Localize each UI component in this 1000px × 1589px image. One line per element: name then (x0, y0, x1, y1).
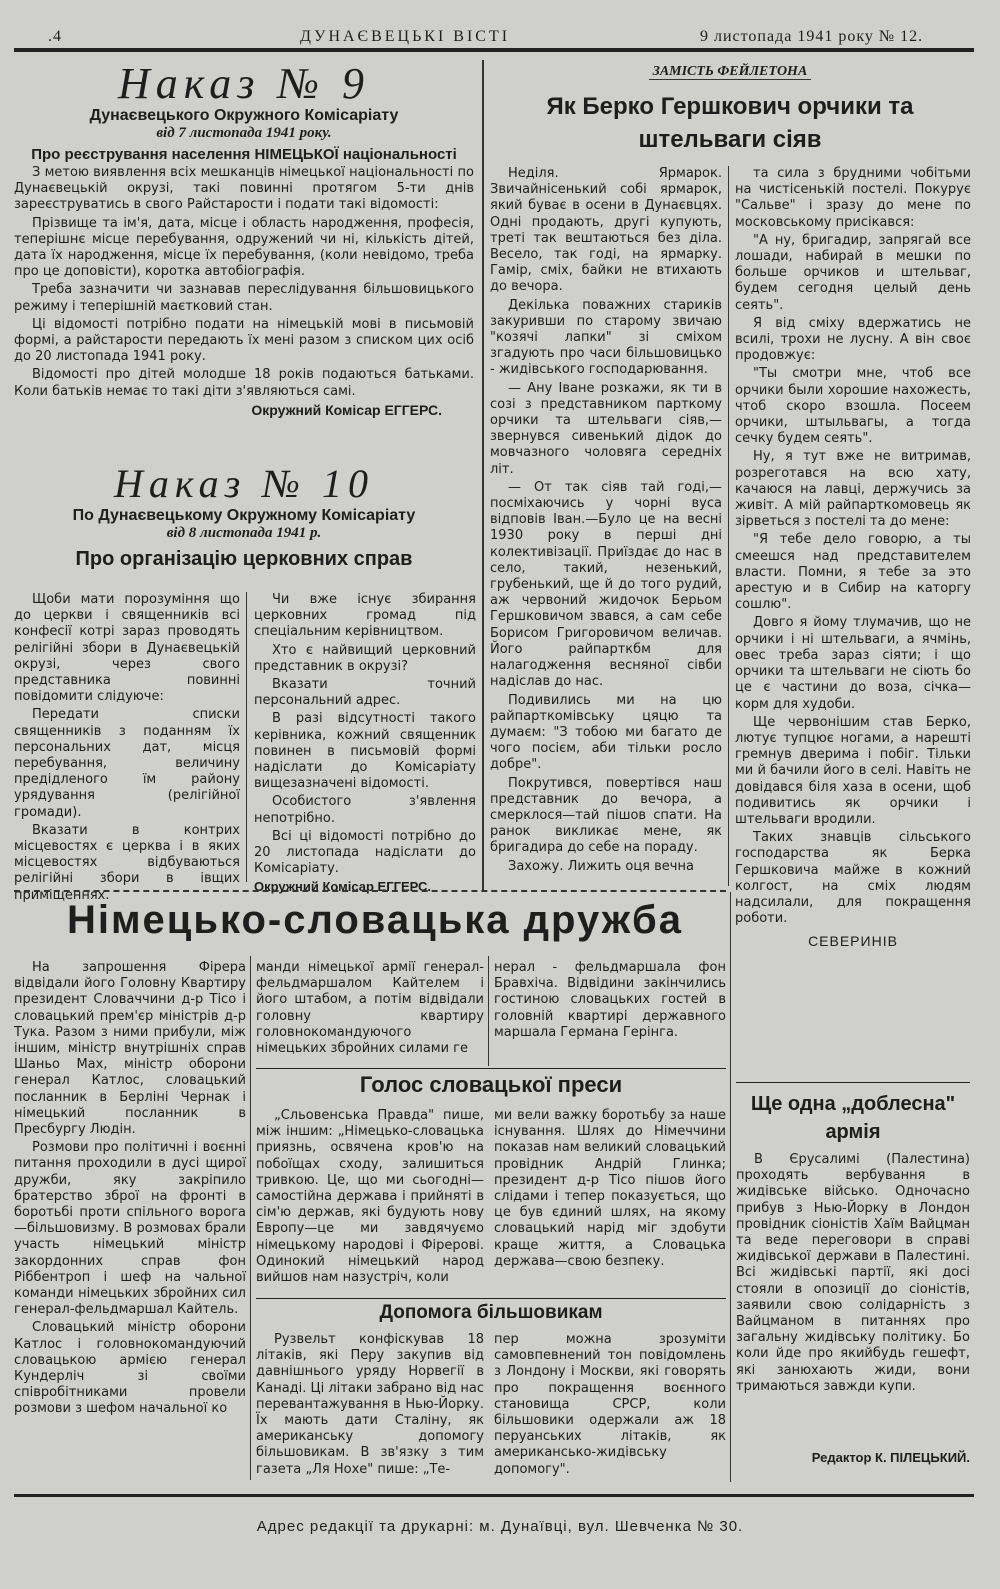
order-10-right-paragraph: Чи вже існує збирання церковних громад під спеціальним керівництвом. (254, 592, 476, 640)
editor: Редактор К. ПІЛЕЦЬКИЙ. (811, 1450, 970, 1465)
order-9-paragraph: Прізвище та ім'я, дата, місце і область народження, професія, теперішнє місце перебування, одружений чи ні, кількість дітей, дата їх народження, місце їх перебування, (коли невідомо, треба про це доповісти), коротка автобіографія. (14, 215, 474, 280)
right-column-divider (730, 892, 731, 1482)
order-10-title: Наказ № 10 (114, 461, 374, 506)
order-9-paragraph: Відомості про дітей молодше 18 років подаються батьками. Коли батьків немає то такі діти з'являються самі. (14, 367, 474, 399)
order-10-left-paragraph: Вказати в контрих місцевостях є церква і в яких місцевостях відбуваються релігійні збори в івщих приміщеннях. (14, 822, 240, 903)
feuilleton-col-2-paragraph: Ну, я тут вже не витримав, розреготався на всю хату, качаюся на лавці, держучись за живіт. А мій райпарткомовець як зірветься з постелі та до мене: (735, 449, 971, 530)
order-9-paragraph: Треба зазначити чи зазнавав переслідування більшовицького режиму і теперішній маєтковий стан. (14, 282, 474, 314)
friendship-col-1-paragraph: Розмови про політичні і воєнні питання проходили в дусі щирої дружби, яку закріпило братерство зброї на фронті в боротьбі проти спільного ворога—більшовизму. В розмовах брали участь німецький міністр закордонних справ фон Ріббентроп і шеф на чальної команди німецьких збройних сил генерал-фельдмаршал Кайтель. (14, 1140, 246, 1318)
help-right (494, 1332, 726, 1478)
friendship-col-1-paragraph: На запрошення Фірера відвідали його Головну Квартиру президент Словаччини д-р Тісо і словацький прем'єр міністрів д-р Тука. Разом з ними прибули, між іншим, міністр внутрішніх справ Шаньо Мах, міністр оборони генерал Катлос, словацький посланник в Берліні Чернак і німецький посланник в Пресбургу Людін. (14, 960, 246, 1138)
order-9 (14, 58, 474, 418)
order-10-right-paragraph: Хто є найвищий церковний представник в окрузі? (254, 642, 476, 674)
feuilleton-col-1-paragraph: Покрутився, повертівся наш представник до вечора, а смерклося—тай пішов спати. На ранок викликає мене, як бригадира до себе на пораду. (490, 775, 722, 856)
friendship-divider-2 (488, 956, 489, 1066)
order-9-heading: Про реєстрування населення НІМЕЦЬКОЇ національності (31, 146, 457, 163)
footer-rule (14, 1494, 974, 1497)
feuilleton-label: ЗАМІСТЬ ФЕЙЛЕТОНА (649, 64, 812, 80)
feuilleton-col-2-paragraph: "Я тебе дело говорю, а ты смеешся над представителем власти. Помни, я тебе за это арестую и в Сибир на каторгу сошлю". (735, 532, 971, 613)
friendship-divider-1 (250, 956, 251, 1480)
order-9-paragraph: Ці відомості потрібно подати на німецькій мові в письмовій формі, а райстарости передають їх мені разом з списком цих осіб до 20 листопада 1941 року. (14, 316, 474, 365)
press-left (256, 1108, 484, 1286)
feuilleton-col-2-paragraph: Ще червонішим став Берко, лютує тупцює ногами, а нарешті гремнув дверима і побіг. Тільки ми й бачили його в селі. Навіть не довідався біля хаза в осени, щоб подивитись як орчики і штельваги вродили. (735, 714, 971, 827)
help-left-text: Рузвельт конфіскував 18 літаків, які Перу закупив від давнішнього уряду Норвегії в Канаді. Ці літаки забрано від нас перевантажування в Нью-Йорку. Їх мають дати Сталіну, як американську допомогу більшовикам. В зв'язку з тим газета „Ля Нохе" пише: „Те- (256, 1332, 484, 1477)
friendship-col-2-text: манди німецької армії генерал-фельдмаршалом Кайтелем і його штабом, а потім відвідали головну квартиру головнокомандуючого німецьких збройних силами ге (256, 960, 484, 1057)
help-left (256, 1332, 484, 1478)
army-heading: Ще одна „доблесна" армія (750, 1093, 956, 1143)
press-right-text: ми вели важку боротьбу за наше існування. Шлях до Німеччини показав нам великий словацький провідник Андрій Глинка; президент д-р Тісо пішов його слідами і тепер показується, що це був єдиний шлях, на якому словацький нарід міг здобути краще життя, а Словацька держава—свою безпеку. (494, 1108, 726, 1269)
order-9-title: Наказ № 9 (118, 59, 370, 108)
order-10-signature: Окружний Комісар ЕГГЕРС. (254, 879, 431, 895)
help-heading: Допомога більшовикам (379, 1302, 603, 1323)
order-9-signature: Окружний Комісар ЕГГЕРС. (251, 401, 442, 418)
friendship-col-1 (14, 960, 246, 1418)
feuilleton-col-2-paragraph: та сила з брудними чобітьми на чистісенькій постелі. Покурує "Сальве" і зразу до мене по московському присікався: (735, 166, 971, 230)
feuilleton-col-2-paragraph: Таких знавців сільського господарства як Берка Гершковича майже в кожний колгост, на сміх людям надсилали, для покращення роботи. (735, 830, 971, 927)
paper-name: ДУНАЄВЕЦЬКІ ВІСТІ (300, 28, 511, 45)
order-10-date: від 8 листопада 1941 р. (166, 525, 322, 541)
header-rule (14, 48, 974, 52)
order-10-right-paragraph: В разі відсутності такого керівника, кожний священник повинен в письмовій формі надіслати до Комісаріату вищезазначені відомості. (254, 711, 476, 792)
order-10-right-paragraph: Особистого з'явлення непотрібно. (254, 794, 476, 826)
order-10 (14, 460, 474, 571)
friendship-col-1-paragraph: Словацький міністр оборони Катлос і головнокомандуючий словацькою армією генерал Кундерліч зі своїми співробітниками провели розмови з шефом начальної ко (14, 1320, 246, 1417)
friendship-col-3 (494, 960, 726, 1041)
press-rule (256, 1068, 726, 1069)
press-heading: Голос словацької преси (359, 1072, 623, 1097)
feuilleton-col-2 (735, 166, 971, 949)
friendship-col-2 (256, 960, 484, 1057)
feuilleton-col-2-paragraph: "Ты смотри мне, чтоб все орчики были хорошие нахожесть, чтоб скоро взошла. Посеем орчики, штыльвагы, а тогда сечку будем сеять". (735, 366, 971, 447)
order-10-left-paragraph: Щоби мати порозуміння що до церкви і священників всі конфесії котрі зараз проводять релігійні збори в Дунаєвецькій окрузі, через свого представника повинні повідомити слідуюче: (14, 592, 240, 705)
order-10-divider (246, 592, 247, 882)
feuilleton-col-1-paragraph: — Ану Іване розкажи, як ти в созі з представником парткому орчики та штельваги сіяв,—звернувся сивенький дідок до мовчазного чоловяга середніх літ. (490, 380, 722, 477)
order-10-heading: Про організацію церковних справ (75, 548, 413, 570)
order-10-right-paragraph: Вказати точний персональний адрес. (254, 677, 476, 709)
order-10-right-paragraph: Всі ці відомості потрібно до 20 листопада надіслати до Комісаріату. (254, 828, 476, 877)
feuilleton-col-1-paragraph: Захожу. Лижить оця вечна (508, 858, 694, 874)
page-number: .4 (48, 28, 62, 45)
feuilleton-col-1-paragraph: Неділя. Ярмарок. Звичайнісенький собі ярмарок, який буває в осени в Дунаєвцях. Одні продають, другі купують, треті так вештаються без діла. Весело, так годі, на ярмарку. Гамір, сміх, байки не втихають до вечора. (490, 166, 722, 295)
footer-address: Адрес редакції та друкарні: м. Дунаївці, вул. Шевченка № 30. (256, 1518, 744, 1535)
press-left-text: „Сльовенська Правда" пише, між іншим: „Німецько-словацька приязнь, освячена кров'ю на побоїщах сходу, залишиться тривкою. Це, що ми сьогодні—самостійна держава і прийняті в сім'ю держав, які будують нову Европу—це ми завдячуємо німецькому народові і Фірерові. Одинокий німецький народ вийшов нам назустріч, коли (256, 1108, 484, 1286)
order-9-date: від 7 листопада 1941 року. (156, 125, 332, 141)
feuilleton-divider (728, 166, 729, 886)
order-10-right (254, 592, 476, 894)
feuilleton-col-1-paragraph: Декілька поважних стариків закуривши по старому звичаю "козячі лапки" зі сміхом згадують про часи більшовицько - жидівського господарювання. (490, 297, 722, 378)
feuilleton-col-1-paragraph: — От так сіяв тай годі,— посміхаючись у чорні вуса відповів Іван.—Було це на весні 1930 року в перші дні колективізації. Приїздає до нас в село, такий, незенький, грубенький, ще й до того рудий, аж червоний жидочок Берьом Гершковичом звався, а сам себе Борисом Григоровичом величав. Його райпарткбм для налагодження весняної сівби надіслав до нас. (490, 479, 722, 690)
order-9-paragraph: З метою виявлення всіх мешканців німецької національності по Дунаєвецькій окрузі, такі повинні протягом 5-ти днів зареєструватись в свого Райстарости і подати такі відомості: (14, 165, 474, 213)
order-9-subtitle: Дунаєвецького Окружного Комісаріату (89, 107, 399, 124)
feuilleton-title: Як Берко Гершкович орчики та штельваги сіяв (546, 93, 914, 153)
feuilleton-col-2-paragraph: "А ну, бригадир, запрягай все лошади, набирай в мешки по больше орчиков и штельваг, будем сегодня целый день сеять". (735, 232, 971, 313)
press-right (494, 1108, 726, 1270)
order-9-body (14, 165, 474, 400)
section-separator (14, 890, 726, 892)
friendship-title: Німецько-словацька дружба (66, 898, 684, 942)
issue-date: 9 листопада 1941 року № 12. (700, 28, 924, 45)
feuilleton (490, 62, 970, 156)
feuilleton-author: СЕВЕРИНІВ (808, 933, 898, 950)
army-rule (736, 1082, 970, 1083)
order-10-left-paragraph: Передати списки священників з поданням їх персональних дат, місця перебування, величину предідленого їм району урядування (релігійної громади). (14, 707, 240, 820)
feuilleton-col-1-paragraph: Подивились ми на цю райпарткомівську цяцю та думаєм: "З тобою ми багато де чого посієм, аби тільки росло добре". (490, 692, 722, 773)
army-text: В Єрусалимі (Палестина) проходять вербування в жидівське військо. Одночасно прибув з Нью-Йорку в Лондон провідник сіоністів Хаїм Вайцман та веде переговори в справі жидівської держави в Палестині. Всі жидівські партії, які досі стояли в опозиції до сіоністів, заявили свою солідарність з Вайцманом в питаннях про загальну жидівську політику. Бо коли йде про якийбудь гешефт, які занюхають жиди, вони тримаються завжди купи. (736, 1152, 970, 1394)
order-10-subtitle: По Дунаєвецькому Окружному Комісаріату (72, 507, 416, 524)
help-right-text: пер можна зрозуміти самовпевнений тон повідомлень з Лондону і Москви, які говорять про покращення воєнного становища СРСР, коли більшовики одержали аж 18 перуанських літаків, як американсько-жидівську допомогу". (494, 1332, 726, 1477)
feuilleton-col-1 (490, 166, 722, 875)
army-body (736, 1152, 970, 1395)
order-10-left (14, 592, 240, 904)
friendship-col-3-text: нерал - фельдмаршала фон Бравхіча. Відвідини закінчились гостиною словацьких гостей в головній квартирі державного маршала Германа Герінга. (494, 960, 726, 1040)
help-rule (256, 1298, 726, 1299)
feuilleton-col-2-paragraph: Я від сміху вдержатись не всилі, трохи не лусну. А він своє продовжує: (735, 315, 971, 364)
feuilleton-col-2-paragraph: Довго я йому тлумачив, що не орчики і ні штельваги, а ячмінь, овес треба зараз сіяти; і що орчики та штельваги не сіють бо це є частини до воза, січка— корм для худоби. (735, 615, 971, 712)
column-divider (482, 60, 484, 892)
